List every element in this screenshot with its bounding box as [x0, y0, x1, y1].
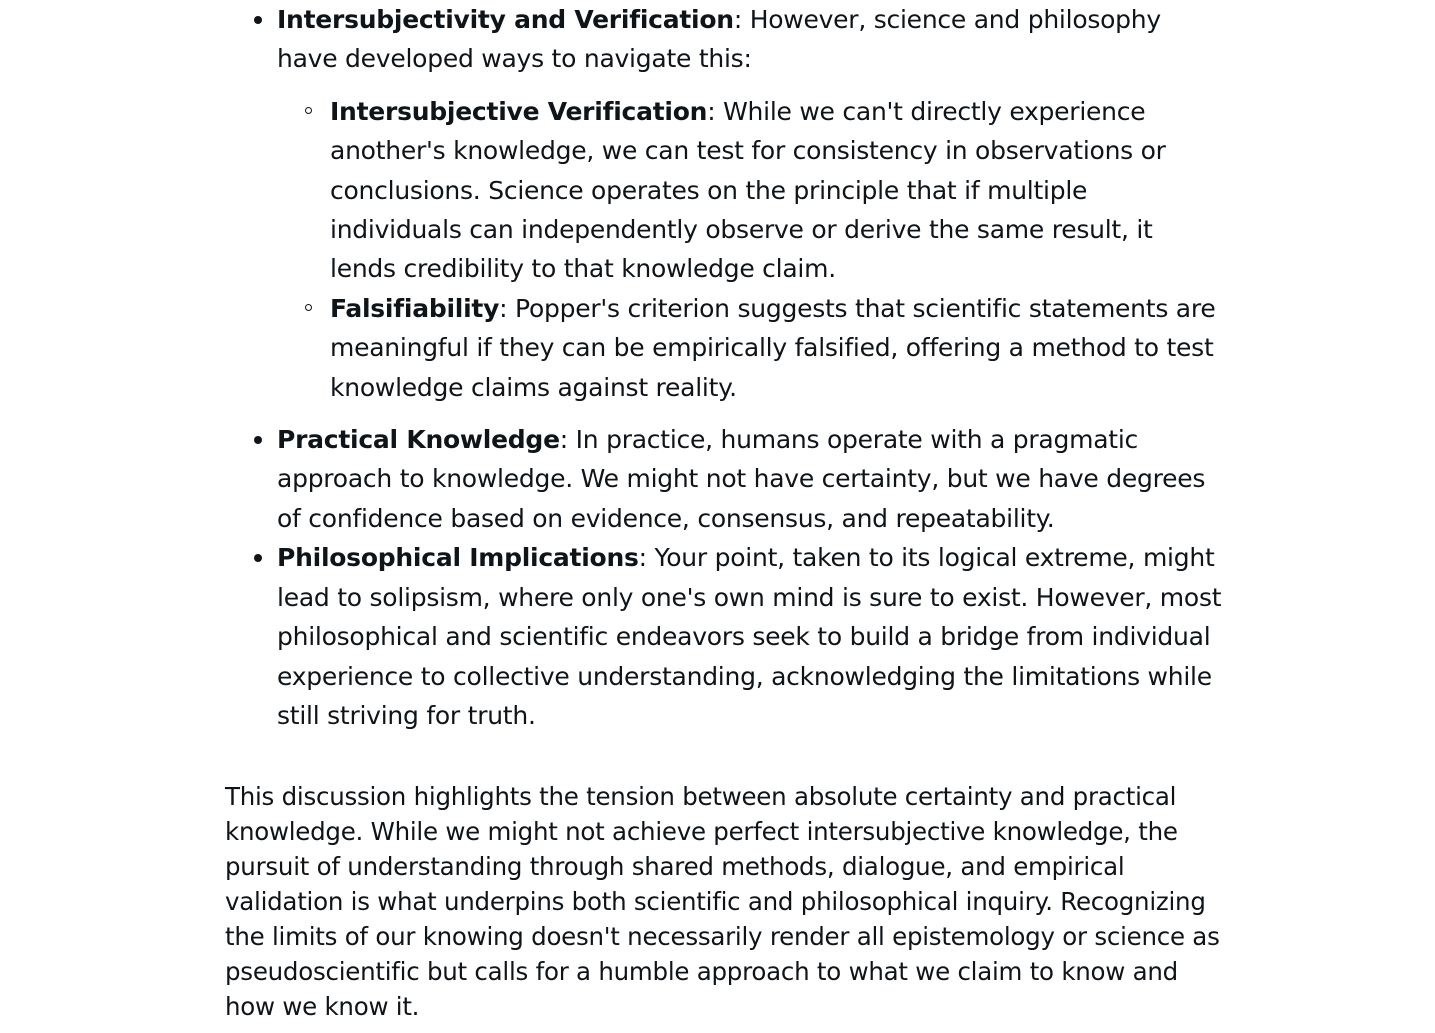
nested-item-text: : Popper's criterion suggests that scientific statements are meaningful if they can be empirically falsified, offering a method to test knowledge claims against reality.	[330, 293, 1216, 402]
list-item	[277, 0, 1225, 407]
list-item-text: : In practice, humans operate with a pragmatic approach to knowledge. We might not have certainty, but we have degrees of confidence based on evidence, consensus, and repeatability.	[277, 425, 1206, 533]
list-item	[277, 420, 1225, 538]
list-item-term: Practical Knowledge	[277, 425, 560, 455]
bullet-dot-icon	[254, 16, 262, 24]
response-content	[225, 0, 1225, 1024]
nested-list-item	[330, 92, 1225, 289]
list-item-term: Philosophical Implications	[277, 543, 639, 573]
list-item-text: : Your point, taken to its logical extreme, might lead to solipsism, where only one's own mind is sure to exist. However, most philosophical and scientific endeavors seek to build a bridge from individual experience to collective understanding, acknowledging the limitations while still striving for truth.	[277, 543, 1222, 730]
nested-list-item	[330, 289, 1225, 407]
nested-bullet-list	[277, 92, 1225, 407]
bullet-circle-icon	[305, 304, 312, 311]
list-item-text: : However, science and philosophy have developed ways to navigate this:	[277, 5, 1161, 74]
bullet-list	[225, 0, 1225, 735]
nested-item-term: Intersubjective Verification	[330, 96, 708, 126]
summary-paragraph: This discussion highlights the tension between absolute certainty and practical knowledge. While we might not achieve perfect intersubjective knowledge, the pursuit of understanding through shared methods, dialogue, and empirical validation is what underpins both scientific and philosophical inquiry. Recognizing the limits of our knowing doesn't necessarily render all epistemology or science as pseudoscientific but calls for a humble approach to what we claim to know and how we know it.	[225, 782, 1220, 1022]
bullet-circle-icon	[305, 107, 312, 114]
nested-item-text: : While we can't directly experience another's knowledge, we can test for consistency in observations or conclusions. Science operates on the principle that if multiple individuals can independently observe or derive the same result, it lends credibility to that knowledge claim.	[330, 96, 1166, 284]
nested-item-term: Falsifiability	[330, 293, 500, 323]
list-item	[277, 538, 1225, 735]
bullet-dot-icon	[254, 436, 262, 444]
list-item-term: Intersubjectivity and Verification	[277, 5, 734, 34]
bullet-dot-icon	[254, 554, 262, 562]
